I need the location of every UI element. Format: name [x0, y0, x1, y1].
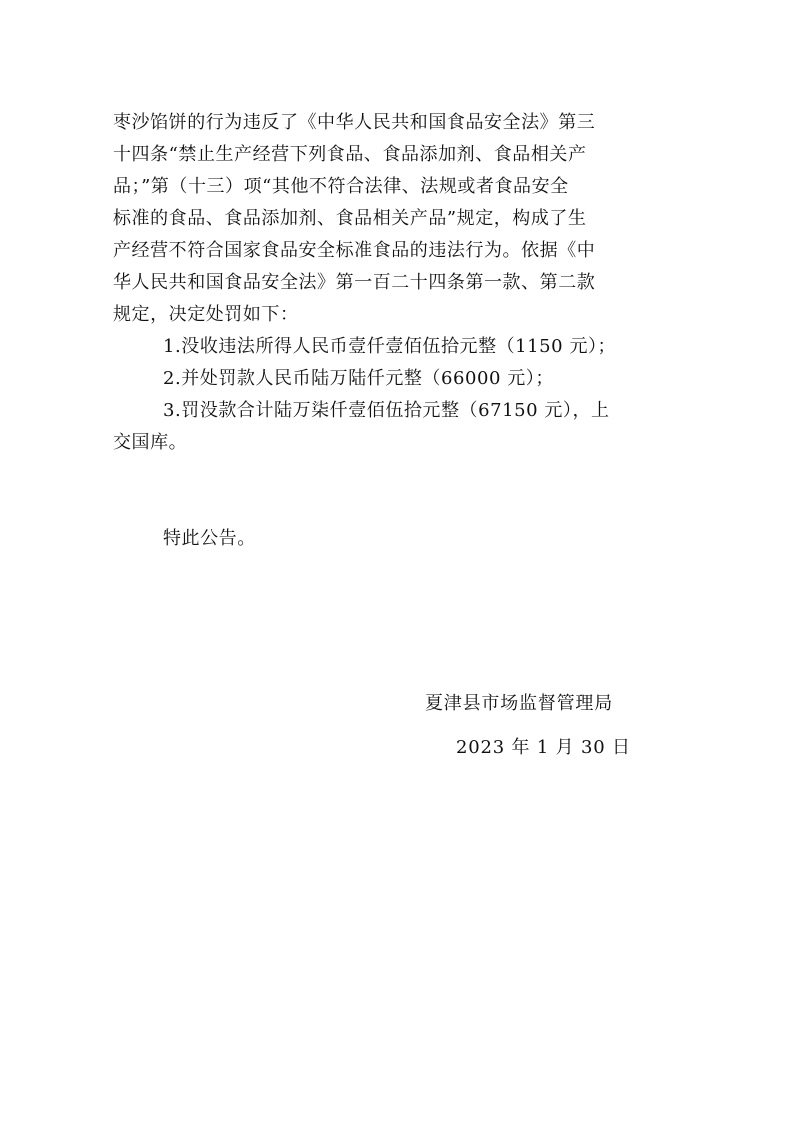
paragraph-line-4: 标准的食品、食品添加剂、食品相关产品”规定，构成了生: [113, 208, 587, 229]
penalty-item-2: 2.并处罚款人民币陆万陆仟元整（66000 元）；: [163, 368, 554, 389]
paragraph-line-3: 品；”第（十三）项“其他不符合法律、法规或者食品安全: [113, 176, 569, 197]
penalty-item-1: 1.没收违法所得人民币壹仟壹佰伍拾元整（1150 元）；: [163, 336, 617, 357]
closing-statement: 特此公告。: [163, 528, 256, 549]
penalty-item-3: 3.罚没款合计陆万柒仟壹佰伍拾元整（67150 元），上: [163, 400, 610, 421]
issue-date: 2023 年 1 月 30 日: [456, 737, 631, 758]
penalty-item-3-continuation: 交国库。: [113, 432, 188, 453]
paragraph-line-2: 十四条“禁止生产经营下列食品、食品添加剂、食品相关产: [113, 144, 587, 165]
issuing-authority: 夏津县市场监督管理局: [425, 693, 613, 714]
paragraph-line-1: 枣沙馅饼的行为违反了《中华人民共和国食品安全法》第三: [113, 112, 596, 133]
paragraph-line-5: 产经营不符合国家食品安全标准食品的违法行为。依据《中: [113, 240, 596, 261]
paragraph-line-6: 华人民共和国食品安全法》第一百二十四条第一款、第二款: [113, 272, 596, 293]
paragraph-line-7: 规定，决定处罚如下：: [113, 304, 299, 325]
